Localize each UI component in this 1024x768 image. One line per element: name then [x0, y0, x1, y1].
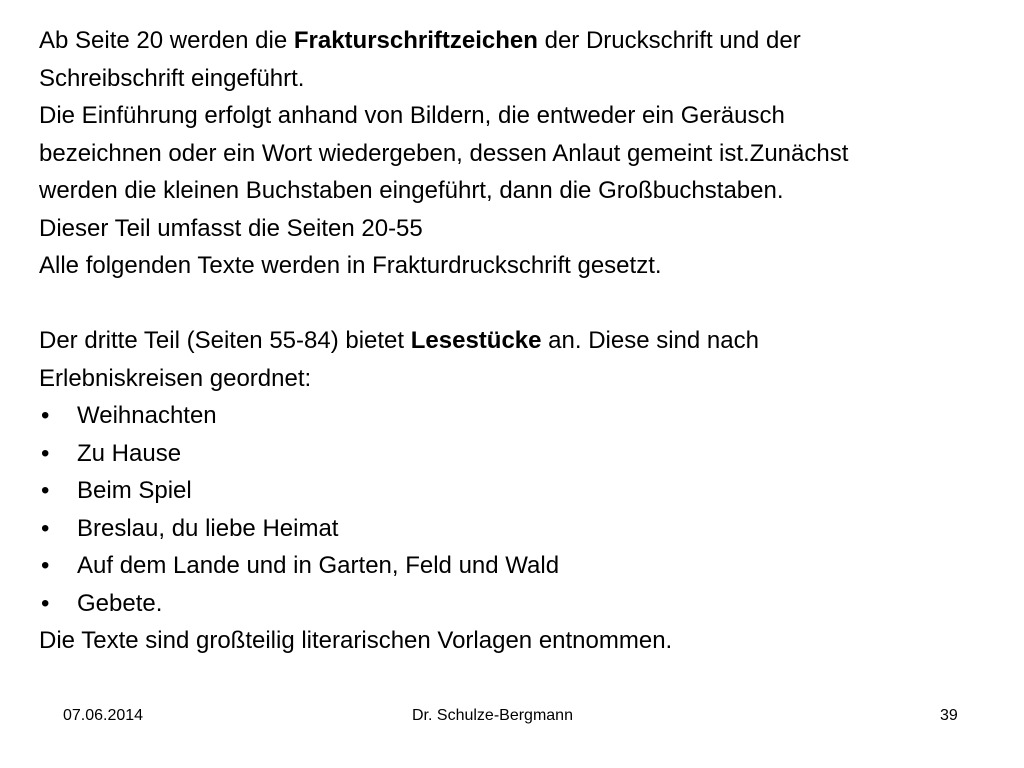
- closing-line: Die Texte sind großteilig literarischen Vorlagen entnommen.: [39, 627, 673, 654]
- text-line: [39, 322, 1014, 360]
- bullet-item: [39, 435, 1014, 473]
- text-line: bezeichnen oder ein Wort wiedergeben, dessen Anlaut gemeint ist.Zunächst: [39, 139, 849, 167]
- bullet-marker: •: [41, 552, 50, 579]
- text-line: werden die kleinen Buchstaben eingeführt, dann die Großbuchstaben.: [39, 177, 784, 204]
- bullet-marker: •: [41, 402, 50, 429]
- paragraph-spacer: [39, 285, 1014, 323]
- bold-term-lesestuecke: Lesestücke: [410, 327, 542, 354]
- bullet-text: Auf dem Lande und in Garten, Feld und Wald: [77, 552, 560, 579]
- bullet-item: [39, 397, 1014, 435]
- bullet-text: Weihnachten: [77, 402, 217, 429]
- bullet-item: [39, 510, 1014, 548]
- text-line: Alle folgenden Texte werden in Frakturdruckschrift gesetzt.: [39, 252, 662, 279]
- bullet-item: [39, 472, 1014, 510]
- bullet-item: [39, 585, 1014, 623]
- text-run: Ab Seite 20 werden die: [39, 27, 294, 54]
- text-line: Die Einführung erfolgt anhand von Bildern, die entweder ein Geräusch: [39, 102, 785, 129]
- bold-term-frakturschriftzeichen: Frakturschriftzeichen: [293, 27, 538, 54]
- text-line: Erlebniskreisen geordnet:: [39, 364, 312, 392]
- slide-body: [39, 22, 1014, 660]
- text-line: [39, 22, 1014, 60]
- bullet-item: [39, 547, 1014, 585]
- text-line: Schreibschrift eingeführt.: [39, 64, 305, 92]
- text-line: Dieser Teil umfasst die Seiten 20-55: [39, 214, 423, 242]
- bullet-marker: •: [41, 439, 50, 467]
- bullet-text: Zu Hause: [77, 439, 182, 467]
- page-number: 39: [940, 707, 958, 724]
- footer-author: Dr. Schulze-Bergmann: [412, 707, 573, 724]
- bullet-marker: •: [41, 477, 50, 504]
- text-run: der Druckschrift und der: [537, 27, 801, 54]
- bullet-text: Gebete.: [77, 589, 163, 617]
- bullet-text: Breslau, du liebe Heimat: [77, 514, 339, 542]
- bullet-marker: •: [41, 514, 50, 542]
- text-run: an. Diese sind nach: [541, 327, 759, 354]
- bullet-text: Beim Spiel: [77, 477, 192, 504]
- footer-date: 07.06.2014: [63, 707, 144, 724]
- bullet-marker: •: [41, 589, 50, 617]
- text-run: Der dritte Teil (Seiten 55-84) bietet: [39, 327, 411, 354]
